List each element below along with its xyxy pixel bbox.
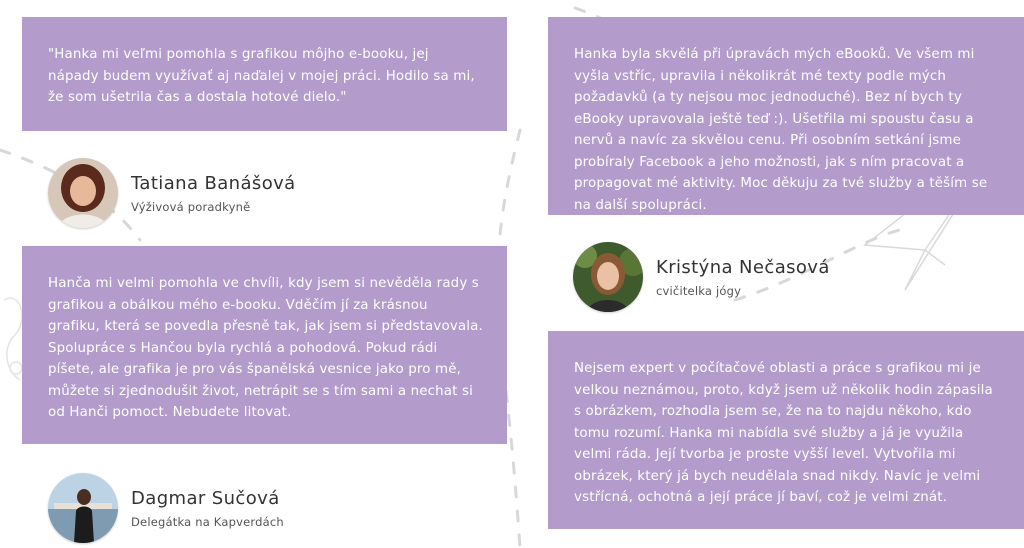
author-role: Výživová poradkyně [131,200,251,214]
author-name: Kristýna Nečasová [656,257,830,278]
author-name: Tatiana Banášová [131,173,296,194]
author-kristyna [573,242,830,312]
author-tatiana [48,158,296,228]
author-dagmar [48,473,284,543]
author-name: Dagmar Sučová [131,488,280,509]
testimonial-card-4 [548,331,1024,529]
testimonial-text: Hanča mi velmi pomohla ve chvíli, kdy jsem si nevěděla rady s grafikou a obálkou mého e-booku. Vděčím jí za krásnou grafiku, která se povedla přesně tak, jak jsem si představovala. Spolupráce s Hančou byla rychlá a pohodová. Pokud rádi píšete, ale grafika je pro vás španělská vesnice jako pro mě, můžete si zjednodušit život, netrápit se s tím sami a nechat si od Hanči pomoct. Nebudete litovat. [48,276,483,420]
avatar [48,473,118,543]
author-role: cvičitelka jógy [656,284,742,298]
author-role: Delegátka na Kapverdách [131,515,284,529]
avatar [573,242,643,312]
testimonial-text: "Hanka mi veľmi pomohla s grafikou môjho e-booku, jej nápady budem využívať aj naďalej v mojej práci. Hodilo sa mi, že som ušetrila čas a dostala hotové dielo." [48,47,475,105]
testimonial-text: Hanka byla skvělá při úpravách mých eBooků. Ve všem mi vyšla vstříc, upravila i několikrát mé texty podle mých požadavků (a ty nejsou moc jednoduché). Bez ní bych ty eBooky upravovala ještě teď :). Ušetřila mi spoustu času a nervů a navíc za skvělou cenu. Při osobním setkání jsme probíraly Facebook a jeho možnosti, jak s ním pracovat a propagovat mé aktivity. Moc děkuju za tvé služby a těším se na další spolupráci. [574,47,988,213]
testimonial-text: Nejsem expert v počítačové oblasti a práce s grafikou mi je velkou neznámou, proto, když jsem už několik hodin zápasila s obrázkem, rozhodla jsem se, že na to najdu někoho, kdo tomu rozumí. Hanka mi nabídla své služby a já je využila velmi ráda. Její tvorba je proste vyšší level. Vytvořila mi obrázek, který já bych neudělala snad nikdy. Navíc je velmi vstřícná, ochotná a její práce jí baví, což je velmi znát. [574,361,993,505]
avatar [48,158,118,228]
doodle-left [4,298,22,380]
testimonial-card-tatiana [22,17,507,131]
testimonial-card-dagmar [22,246,507,444]
testimonial-card-kristyna [548,17,1024,215]
